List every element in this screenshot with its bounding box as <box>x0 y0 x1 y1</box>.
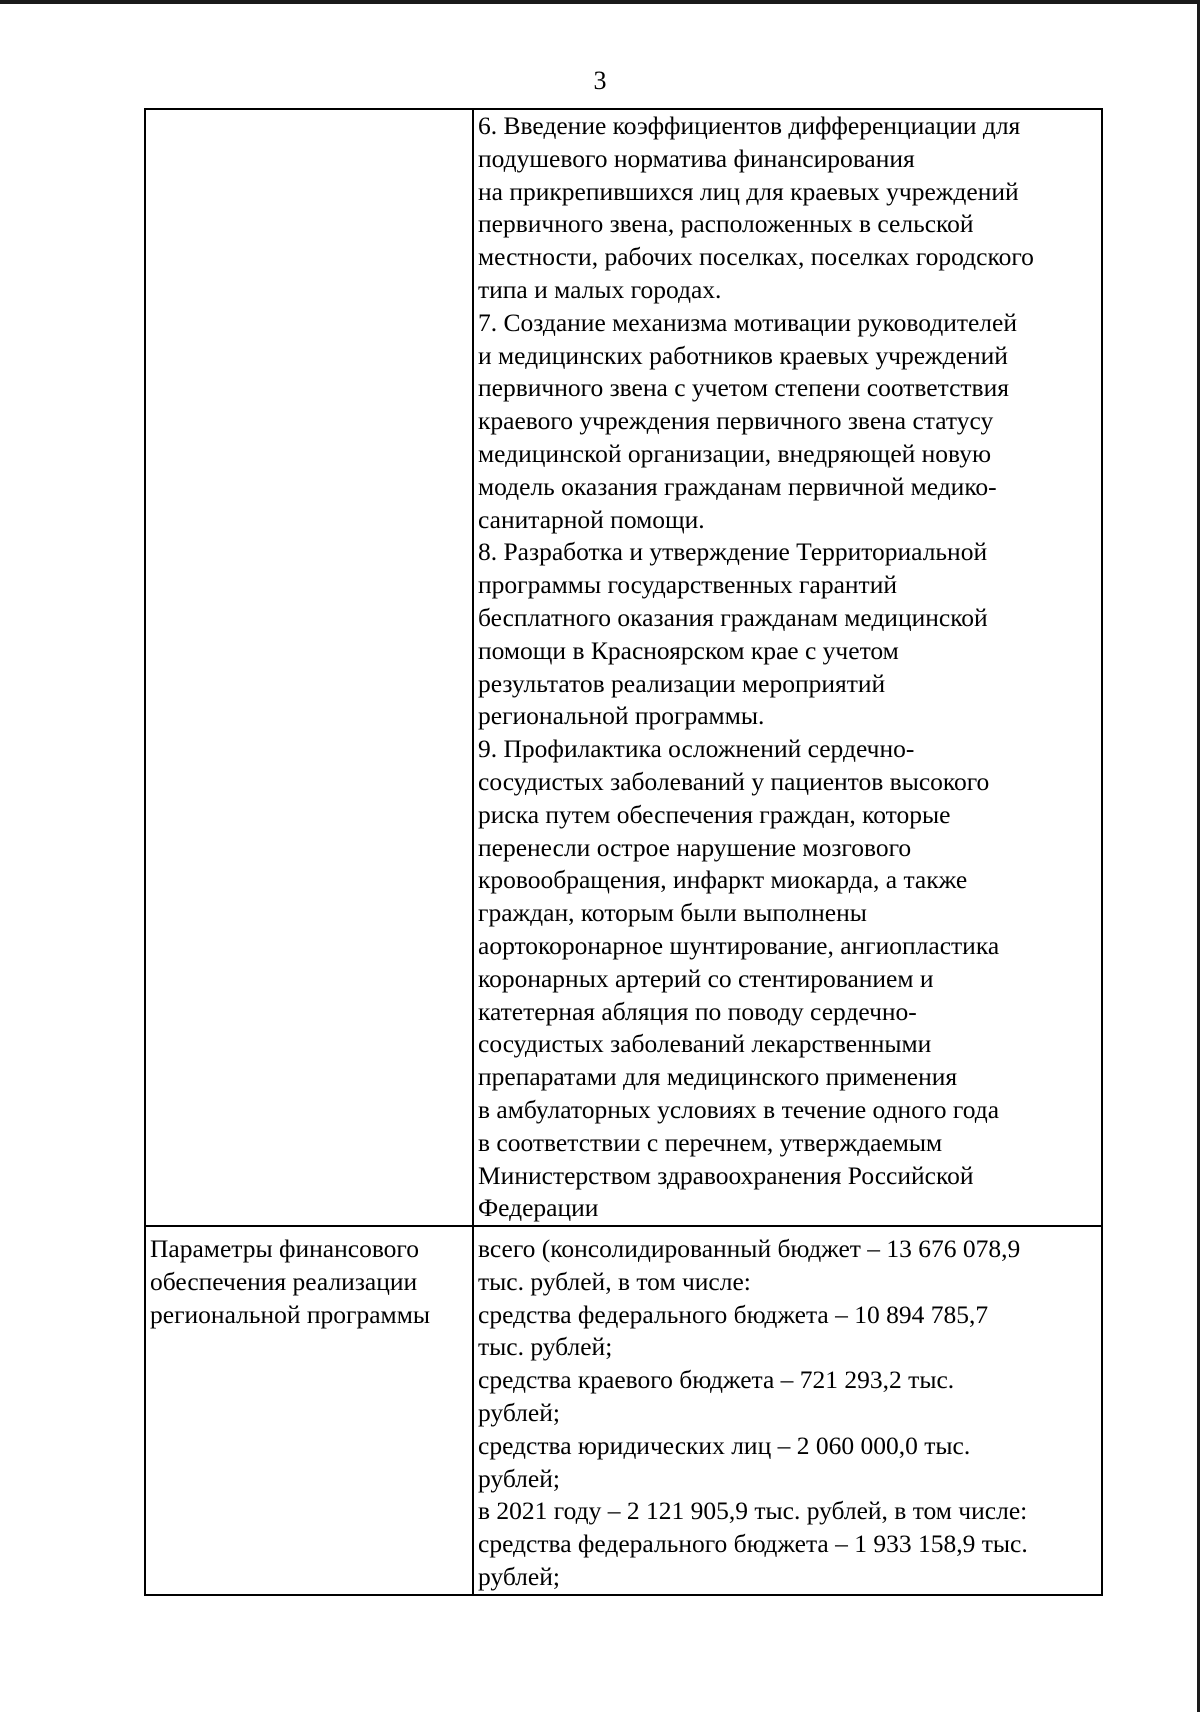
text-line: средства федерального бюджета – 1 933 158,9 тыс. <box>478 1529 1028 1559</box>
scan-edge-top <box>0 0 1200 4</box>
text-line: первичного звена, расположенных в сельской <box>478 209 974 239</box>
text-line: аортокоронарное шунтирование, ангиопластика <box>478 930 1000 960</box>
text-line: модель оказания гражданам первичной медико- <box>478 471 997 501</box>
text-line: региональной программы <box>150 1299 430 1329</box>
text-line: на прикрепившихся лиц для краевых учреждений <box>478 176 1019 206</box>
row-content-cell <box>473 1226 1102 1595</box>
text-line: 7. Создание механизма мотивации руководителей <box>478 307 1017 337</box>
text-line: коронарных артерий со стентированием и <box>478 963 934 993</box>
program-passport-table <box>144 108 1103 1596</box>
text-line: 6. Введение коэффициентов дифференциации для <box>478 111 1021 140</box>
text-line: бесплатного оказания гражданам медицинской <box>478 602 988 632</box>
text-line: в амбулаторных условиях в течение одного года <box>478 1094 1000 1124</box>
text-line: средства краевого бюджета – 721 293,2 тыс. <box>478 1365 955 1395</box>
text-line: и медицинских работников краевых учреждений <box>478 340 1008 370</box>
text-line: медицинской организации, внедряющей новую <box>478 438 992 468</box>
text-line: граждан, которым были выполнены <box>478 898 867 928</box>
table-row-financing <box>145 1226 1102 1595</box>
text-line: 9. Профилактика осложнений сердечно- <box>478 734 915 764</box>
row-content-cell <box>473 109 1102 1226</box>
text-line: тыс. рублей, в том числе: <box>478 1266 751 1296</box>
text-line: краевого учреждения первичного звена статусу <box>478 406 994 436</box>
table-row-activities <box>145 109 1102 1226</box>
text-line: средства федерального бюджета – 10 894 785,7 <box>478 1299 989 1329</box>
text-line: 8. Разработка и утверждение Территориальной <box>478 537 988 567</box>
text-line: средства юридических лиц – 2 060 000,0 тыс. <box>478 1430 971 1460</box>
text-line: рублей; <box>478 1562 560 1592</box>
text-line: рублей; <box>478 1398 560 1428</box>
text-line: сосудистых заболеваний лекарственными <box>478 1029 932 1059</box>
text-line: всего (консолидированный бюджет – 13 676 078,9 <box>478 1234 1021 1264</box>
text-line: перенесли острое нарушение мозгового <box>478 832 912 862</box>
text-line: в 2021 году – 2 121 905,9 тыс. рублей, в том числе: <box>478 1496 1028 1526</box>
financing-label-text <box>150 1233 468 1331</box>
text-line: санитарной помощи. <box>478 504 705 534</box>
text-line: кровообращения, инфаркт миокарда, а также <box>478 865 968 895</box>
text-line: помощи в Красноярском крае с учетом <box>478 635 899 665</box>
text-line: в соответствии с перечнем, утверждаемым <box>478 1127 943 1157</box>
page-number: 3 <box>593 66 607 95</box>
text-line: катетерная абляция по поводу сердечно- <box>478 996 917 1026</box>
text-line: тыс. рублей; <box>478 1332 613 1362</box>
activities-list-text <box>478 110 1097 1225</box>
text-line: обеспечения реализации <box>150 1266 418 1296</box>
text-line: программы государственных гарантий <box>478 570 897 600</box>
row-label-cell <box>145 109 473 1226</box>
text-line: Федерации <box>478 1193 599 1223</box>
text-line: рублей; <box>478 1463 560 1493</box>
text-line: препаратами для медицинского применения <box>478 1062 958 1092</box>
text-line: Параметры финансового <box>150 1234 420 1264</box>
text-line: местности, рабочих поселках, поселках городского <box>478 242 1034 272</box>
text-line: сосудистых заболеваний у пациентов высокого <box>478 766 990 796</box>
text-line: Министерством здравоохранения Российской <box>478 1160 974 1190</box>
row-label-cell <box>145 1226 473 1595</box>
text-line: риска путем обеспечения граждан, которые <box>478 799 951 829</box>
text-line: подушевого норматива финансирования <box>478 143 915 173</box>
text-line: региональной программы. <box>478 701 765 731</box>
text-line: результатов реализации мероприятий <box>478 668 886 698</box>
financing-content-text <box>478 1233 1097 1594</box>
text-line: типа и малых городах. <box>478 274 722 304</box>
text-line: первичного звена с учетом степени соответствия <box>478 373 1009 403</box>
